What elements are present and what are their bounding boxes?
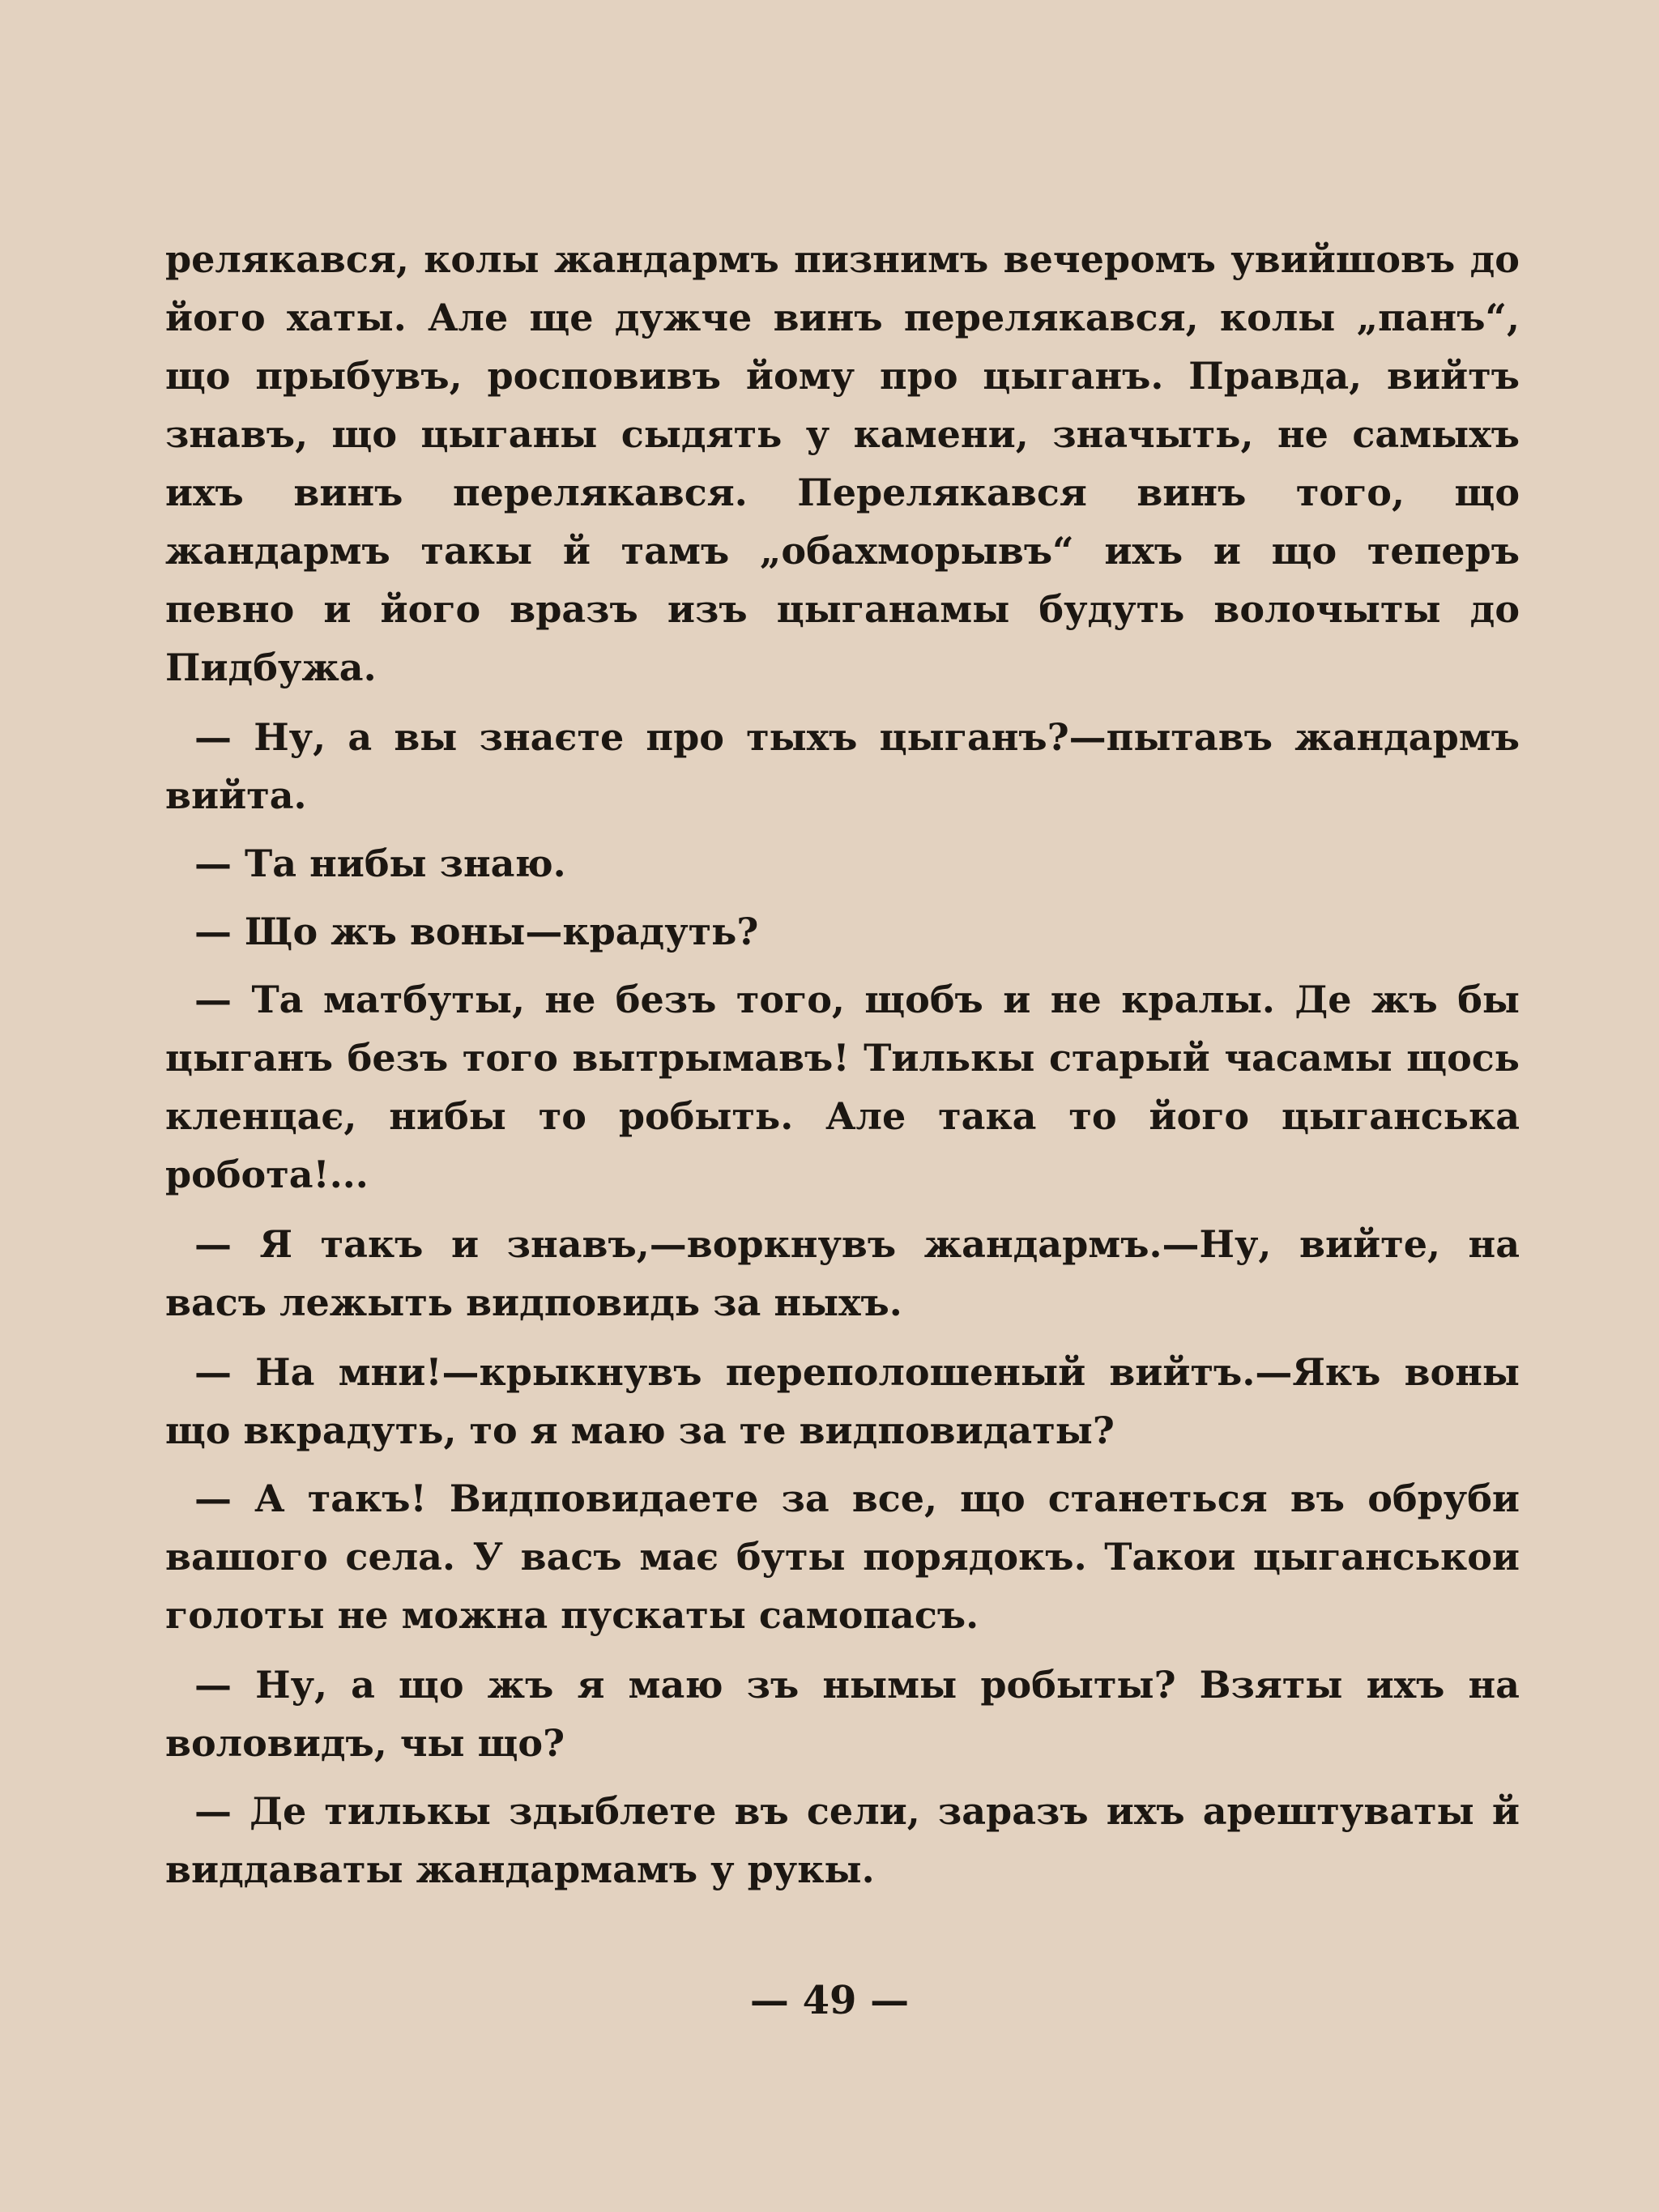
body-text [165,230,1520,1899]
paragraph-7: — На мни!—крыкнувъ переполошеный вийтъ.—Якъ воны що вкрадуть, то я маю за те видповидаты? [165,1350,1520,1452]
paragraph-10: — Де тилькы здыблете въ сели, заразъ ихъ арештуваты й виддаваты жандармамъ у рукы. [165,1789,1520,1891]
paragraph-5: — Та матбуты, не безъ того, щобъ и не кралы. Де жъ бы цыганъ безъ того вытрымавъ! Тилькы старый часамы щось кленцає, нибы то робыть. Але така то його цыганська робота!... [165,978,1520,1196]
paragraph-4: — Що жъ воны—крадуть? [194,910,759,953]
page-number: — 49 — [749,1978,910,2023]
paragraph-6: — Я такъ и знавъ,—воркнувъ жандармъ.—Ну, вийте, на васъ лежыть видповидь за ныхъ. [165,1222,1520,1324]
paragraph-8: — А такъ! Видповидаете за все, що станеться въ обруби вашого села. У васъ має буты порядокъ. Такои цыганськои голоты не можна пускаты самопасъ. [165,1477,1520,1637]
paragraph-3: — Та нибы знаю. [194,842,566,885]
paragraph-1: релякався, колы жандармъ пизнимъ вечеромъ увийшовъ до його хаты. Але ще дужче винъ перелякався, колы „панъ“, що прыбувъ, росповивъ йому про цыганъ. Правда, вийтъ знавъ, що цыганы сыдять у камени, значыть, не самыхъ ихъ винъ перелякався. Перелякався винъ того, що жандармъ такы й тамъ „обахморывъ“ ихъ и що теперъ певно и його вразъ изъ цыганамы будуть волочыты до Пидбужа. [165,237,1520,689]
paragraph-2: — Ну, а вы знаєте про тыхъ цыганъ?—пытавъ жандармъ вийта. [165,715,1520,817]
paragraph-9: — Ну, а що жъ я маю зъ нымы робыты? Взяты ихъ на воловидъ, чы що? [165,1663,1520,1765]
